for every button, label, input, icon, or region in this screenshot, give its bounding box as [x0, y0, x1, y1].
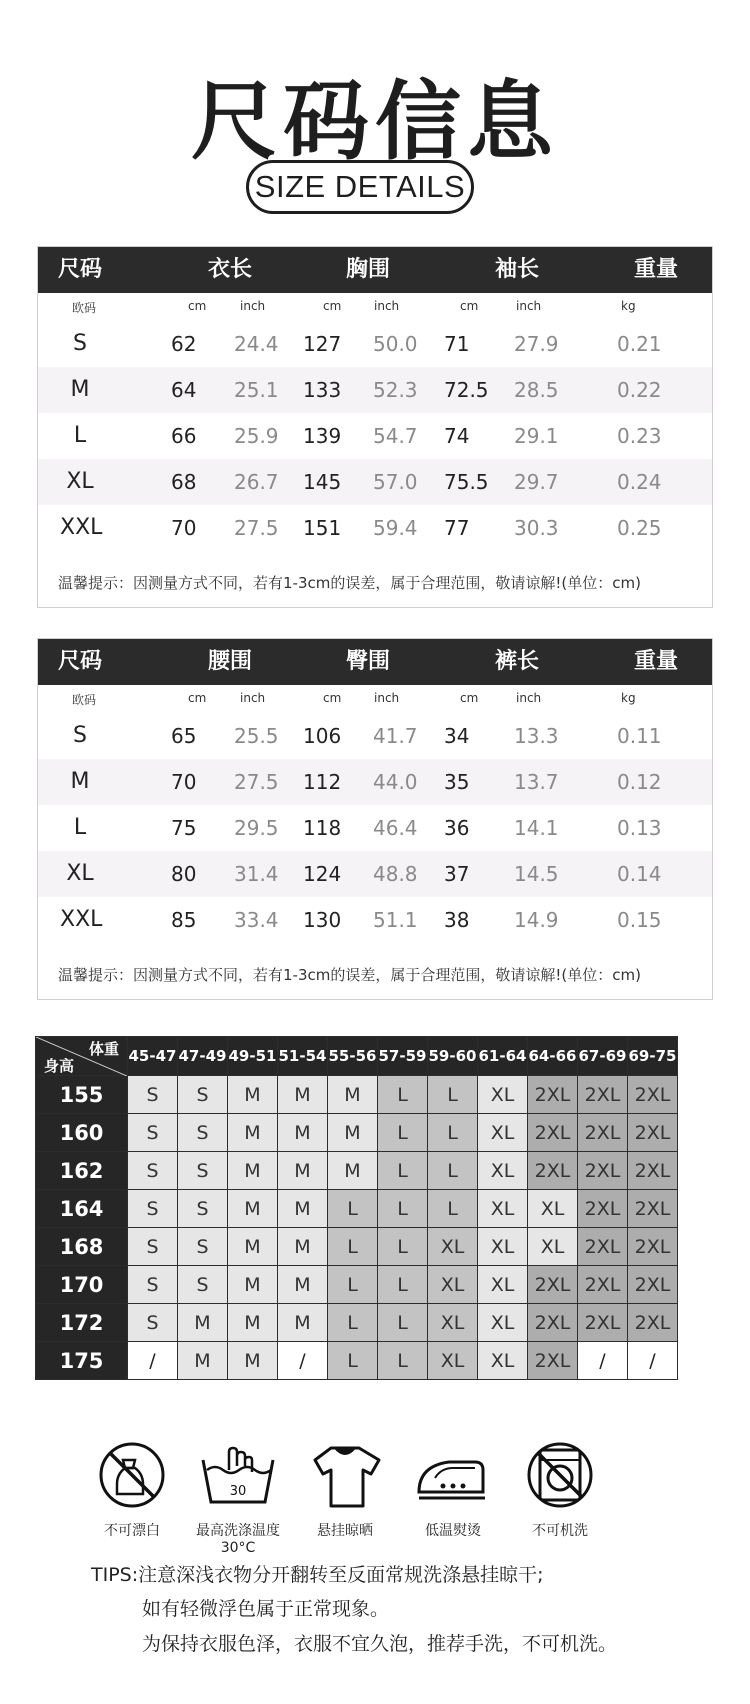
height-cell: 155 [36, 1076, 128, 1114]
table-cell: 13.7 [514, 770, 559, 794]
height-row [36, 1266, 678, 1304]
table-row [38, 413, 712, 459]
weight-range-cell: 59-60 [428, 1037, 478, 1076]
size-cell: M [178, 1304, 228, 1342]
care-item [290, 1440, 400, 1540]
header-cell: 尺码 [58, 257, 103, 282]
unit-cell: inch [240, 299, 266, 313]
size-cell: S [178, 1076, 228, 1114]
table-row [38, 367, 712, 413]
weight-label: 体重 [88, 1040, 119, 1058]
table-cell: S [73, 723, 87, 748]
size-cell: M [278, 1304, 328, 1342]
size-cell: 2XL [578, 1152, 628, 1190]
table-cell: 14.9 [514, 908, 559, 932]
weight-header-row [36, 1037, 678, 1076]
size-cell: 2XL [578, 1114, 628, 1152]
size-cell: XL [478, 1190, 528, 1228]
size-cell: 2XL [528, 1114, 578, 1152]
size-cell: 2XL [528, 1304, 578, 1342]
size-cell: 2XL [628, 1114, 678, 1152]
height-row [36, 1304, 678, 1342]
height-row [36, 1152, 678, 1190]
table-cell: 70 [171, 516, 197, 540]
table-cell: S [73, 331, 87, 356]
table-cell: 27.5 [234, 770, 279, 794]
table-cell: 75 [171, 816, 197, 840]
height-row [36, 1190, 678, 1228]
table-row [38, 505, 712, 551]
size-cell: M [278, 1152, 328, 1190]
size-cell: S [178, 1114, 228, 1152]
size-cell: XL [478, 1266, 528, 1304]
table-cell: 34 [444, 724, 470, 748]
unit-cell: cm [460, 691, 479, 705]
table-cell: 62 [171, 332, 197, 356]
weight-range-cell: 69-75 [628, 1037, 678, 1076]
table-cell: 28.5 [514, 378, 559, 402]
unit-cell: inch [374, 299, 400, 313]
table-cell: 36 [444, 816, 470, 840]
top-size-table [37, 246, 713, 608]
size-cell: M [278, 1190, 328, 1228]
size-cell: L [378, 1076, 428, 1114]
size-cell: M [228, 1304, 278, 1342]
size-cell: M [228, 1152, 278, 1190]
care-label: 最高洗涤温度30°C [196, 1523, 280, 1556]
unit-cell: kg [621, 299, 636, 313]
table-note: 温馨提示：因测量方式不同，若有1-3cm的误差，属于合理范围，敬请谅解!(单位：cm) [58, 574, 641, 592]
size-cell: M [228, 1076, 278, 1114]
size-cell: M [328, 1152, 378, 1190]
size-cell: 2XL [578, 1304, 628, 1342]
header-cell: 重量 [634, 257, 679, 282]
size-cell: / [278, 1342, 328, 1380]
size-cell: XL [428, 1342, 478, 1380]
height-row [36, 1228, 678, 1266]
size-cell: M [278, 1114, 328, 1152]
unit-cell: cm [460, 299, 479, 313]
size-cell: S [178, 1266, 228, 1304]
size-cell: S [178, 1228, 228, 1266]
table-row [38, 321, 712, 367]
size-cell: XL [478, 1114, 528, 1152]
header-cell: 臀围 [346, 649, 391, 674]
table-cell: 127 [303, 332, 342, 356]
table-cell: 35 [444, 770, 470, 794]
table-cell: 54.7 [373, 424, 418, 448]
unit-cell: 欧码 [72, 301, 97, 315]
table-cell: 124 [303, 862, 342, 886]
size-cell: S [128, 1076, 178, 1114]
table-row [38, 851, 712, 897]
size-cell: 2XL [628, 1266, 678, 1304]
size-cell: S [128, 1304, 178, 1342]
table-cell: 25.9 [234, 424, 279, 448]
size-cell: S [128, 1114, 178, 1152]
care-label: 悬挂晾晒 [317, 1523, 373, 1539]
table-cell: 106 [303, 724, 342, 748]
table-cell: 0.15 [617, 908, 662, 932]
table-row [38, 805, 712, 851]
table-cell: 26.7 [234, 470, 279, 494]
table-cell: 27.9 [514, 332, 559, 356]
size-cell: M [278, 1076, 328, 1114]
table-cell: 37 [444, 862, 470, 886]
table-cell: 75.5 [444, 470, 489, 494]
table-cell: 74 [444, 424, 470, 448]
size-cell: L [328, 1266, 378, 1304]
size-cell: S [128, 1190, 178, 1228]
weight-range-cell: 64-66 [528, 1037, 578, 1076]
size-cell: L [378, 1304, 428, 1342]
size-cell: M [278, 1266, 328, 1304]
unit-cell: cm [323, 691, 342, 705]
size-cell: L [378, 1152, 428, 1190]
table-cell: L [73, 423, 87, 448]
size-cell: L [378, 1342, 428, 1380]
care-label: 不可机洗 [532, 1523, 588, 1539]
table-cell: 59.4 [373, 516, 418, 540]
table-cell: 145 [303, 470, 342, 494]
care-item [505, 1440, 615, 1540]
table-cell: 133 [303, 378, 342, 402]
table-cell: 130 [303, 908, 342, 932]
unit-cell: inch [516, 691, 542, 705]
table-cell: 0.24 [617, 470, 662, 494]
size-cell: S [178, 1152, 228, 1190]
size-cell: L [328, 1228, 378, 1266]
table-cell: 71 [444, 332, 470, 356]
size-cell: XL [478, 1076, 528, 1114]
height-cell: 164 [36, 1190, 128, 1228]
size-cell: 2XL [628, 1190, 678, 1228]
table-cell: 24.4 [234, 332, 279, 356]
svg-text:30: 30 [229, 1484, 247, 1499]
header-cell: 重量 [634, 649, 679, 674]
table-cell: 112 [303, 770, 342, 794]
table-cell: 25.5 [234, 724, 279, 748]
table-cell: M [70, 377, 90, 402]
table-cell: 27.5 [234, 516, 279, 540]
table-cell: 0.22 [617, 378, 662, 402]
header-cell: 衣长 [208, 257, 253, 282]
table-cell: 0.11 [617, 724, 662, 748]
table-cell: 0.13 [617, 816, 662, 840]
table-cell: 0.21 [617, 332, 662, 356]
unit-cell: inch [240, 691, 266, 705]
table-cell: 48.8 [373, 862, 418, 886]
table-cell: 151 [303, 516, 342, 540]
table-cell: 65 [171, 724, 197, 748]
no-bleach-icon [97, 1440, 167, 1510]
hang-dry-icon [307, 1440, 383, 1510]
unit-cell: cm [188, 299, 207, 313]
size-cell: XL [528, 1228, 578, 1266]
table-cell: 85 [171, 908, 197, 932]
size-cell: XL [478, 1152, 528, 1190]
size-cell: 2XL [578, 1076, 628, 1114]
table-cell: XL [66, 469, 94, 494]
size-cell: L [378, 1114, 428, 1152]
size-cell: S [128, 1152, 178, 1190]
size-cell: L [428, 1114, 478, 1152]
low-iron-icon [413, 1440, 493, 1510]
tips-line-3: 为保持衣服色泽，衣服不宜久泡，推荐手洗，不可机洗。 [142, 1633, 618, 1655]
table-cell: 0.14 [617, 862, 662, 886]
table-cell: 72.5 [444, 378, 489, 402]
size-cell: / [128, 1342, 178, 1380]
height-cell: 162 [36, 1152, 128, 1190]
size-cell: L [328, 1190, 378, 1228]
weight-range-cell: 45-47 [128, 1037, 178, 1076]
table-cell: M [70, 769, 90, 794]
table-row [38, 897, 712, 943]
size-cell: S [178, 1190, 228, 1228]
table-cell: 68 [171, 470, 197, 494]
size-cell: 2XL [628, 1076, 678, 1114]
size-cell: L [428, 1190, 478, 1228]
weight-range-cell: 55-56 [328, 1037, 378, 1076]
size-cell: 2XL [528, 1152, 578, 1190]
care-item [398, 1440, 508, 1540]
wash-30-icon [197, 1440, 279, 1510]
size-cell: M [228, 1190, 278, 1228]
header-cell: 裤长 [495, 649, 540, 674]
care-item [77, 1440, 187, 1540]
table-cell: 66 [171, 424, 197, 448]
table-cell: 51.1 [373, 908, 418, 932]
size-cell: XL [478, 1228, 528, 1266]
page-subtitle-badge: SIZE DETAILS [246, 160, 474, 214]
height-cell: 170 [36, 1266, 128, 1304]
weight-range-cell: 57-59 [378, 1037, 428, 1076]
table-cell: 38 [444, 908, 470, 932]
weight-range-cell: 51-54 [278, 1037, 328, 1076]
table-cell: XXL [60, 907, 103, 932]
table-cell: 31.4 [234, 862, 279, 886]
table-cell: 30.3 [514, 516, 559, 540]
table-cell: 80 [171, 862, 197, 886]
size-cell: XL [478, 1304, 528, 1342]
weight-range-cell: 61-64 [478, 1037, 528, 1076]
unit-cell: cm [323, 299, 342, 313]
size-cell: 2XL [578, 1228, 628, 1266]
height-weight-size-chart [35, 1036, 678, 1380]
care-label: 不可漂白 [104, 1523, 160, 1539]
size-cell: L [378, 1190, 428, 1228]
table-cell: 139 [303, 424, 342, 448]
size-cell: S [128, 1228, 178, 1266]
size-cell: XL [428, 1228, 478, 1266]
height-row [36, 1114, 678, 1152]
unit-cell: 欧码 [72, 693, 97, 707]
unit-cell: inch [374, 691, 400, 705]
table-cell: 25.1 [234, 378, 279, 402]
table-cell: 46.4 [373, 816, 418, 840]
unit-cell: kg [621, 691, 636, 705]
size-cell: XL [428, 1304, 478, 1342]
size-cell: L [328, 1342, 378, 1380]
size-cell: 2XL [578, 1266, 628, 1304]
table-cell: 57.0 [373, 470, 418, 494]
header-cell: 腰围 [208, 649, 253, 674]
size-cell: M [228, 1228, 278, 1266]
size-cell: S [128, 1266, 178, 1304]
header-cell: 尺码 [58, 649, 103, 674]
size-cell: 2XL [528, 1266, 578, 1304]
tips-line-2: 如有轻微浮色属于正常现象。 [142, 1598, 390, 1620]
table-cell: 0.23 [617, 424, 662, 448]
table-cell: 52.3 [373, 378, 418, 402]
table-header-row [38, 247, 712, 293]
size-cell: 2XL [628, 1304, 678, 1342]
table-cell: 29.7 [514, 470, 559, 494]
size-cell: / [578, 1342, 628, 1380]
height-cell: 160 [36, 1114, 128, 1152]
table-cell: XXL [60, 515, 103, 540]
table-header-row [38, 639, 712, 685]
table-cell: 29.5 [234, 816, 279, 840]
table-cell: 64 [171, 378, 197, 402]
size-cell: 2XL [578, 1190, 628, 1228]
care-label: 低温熨烫 [425, 1523, 481, 1539]
size-cell: 2XL [528, 1342, 578, 1380]
size-cell: L [378, 1266, 428, 1304]
size-cell: L [378, 1228, 428, 1266]
size-cell: L [328, 1304, 378, 1342]
size-cell: L [428, 1076, 478, 1114]
tips-line-1: TIPS:注意深浅衣物分开翻转至反面常规洗涤悬挂晾干; [91, 1564, 544, 1586]
unit-cell: cm [188, 691, 207, 705]
size-cell: XL [428, 1266, 478, 1304]
size-cell: M [228, 1114, 278, 1152]
size-cell: 2XL [628, 1228, 678, 1266]
size-cell: 2XL [528, 1076, 578, 1114]
size-cell: M [228, 1342, 278, 1380]
table-cell: L [73, 815, 87, 840]
table-cell: 33.4 [234, 908, 279, 932]
table-cell: 29.1 [514, 424, 559, 448]
size-cell: L [428, 1152, 478, 1190]
size-cell: M [178, 1342, 228, 1380]
size-cell: / [628, 1342, 678, 1380]
size-cell: M [328, 1076, 378, 1114]
size-cell: 2XL [628, 1152, 678, 1190]
size-cell: M [278, 1228, 328, 1266]
table-cell: 70 [171, 770, 197, 794]
table-cell: 14.5 [514, 862, 559, 886]
weight-range-cell: 49-51 [228, 1037, 278, 1076]
header-cell: 袖长 [495, 257, 540, 282]
table-cell: 50.0 [373, 332, 418, 356]
table-note: 温馨提示：因测量方式不同，若有1-3cm的误差，属于合理范围，敬请谅解!(单位：cm) [58, 966, 641, 984]
height-row [36, 1076, 678, 1114]
weight-range-cell: 47-49 [178, 1037, 228, 1076]
height-cell: 175 [36, 1342, 128, 1380]
table-cell: 13.3 [514, 724, 559, 748]
height-cell: 172 [36, 1304, 128, 1342]
no-machine-wash-icon [525, 1440, 595, 1510]
table-cell: 118 [303, 816, 342, 840]
table-cell: 41.7 [373, 724, 418, 748]
table-cell: 0.25 [617, 516, 662, 540]
height-cell: 168 [36, 1228, 128, 1266]
unit-cell: inch [516, 299, 542, 313]
table-cell: 0.12 [617, 770, 662, 794]
table-row [38, 459, 712, 505]
bottom-size-table [37, 638, 713, 1000]
table-row [38, 713, 712, 759]
size-cell: M [328, 1114, 378, 1152]
corner-cell [36, 1037, 128, 1076]
header-cell: 胸围 [346, 257, 391, 282]
table-cell: 77 [444, 516, 470, 540]
size-cell: M [228, 1266, 278, 1304]
page-title: 尺码信息 [191, 72, 559, 172]
height-label: 身高 [44, 1057, 75, 1075]
table-cell: 14.1 [514, 816, 559, 840]
care-item [183, 1440, 293, 1556]
weight-range-cell: 67-69 [578, 1037, 628, 1076]
table-cell: XL [66, 861, 94, 886]
size-cell: XL [478, 1342, 528, 1380]
table-cell: 44.0 [373, 770, 418, 794]
table-row [38, 759, 712, 805]
size-cell: XL [528, 1190, 578, 1228]
height-row [36, 1342, 678, 1380]
